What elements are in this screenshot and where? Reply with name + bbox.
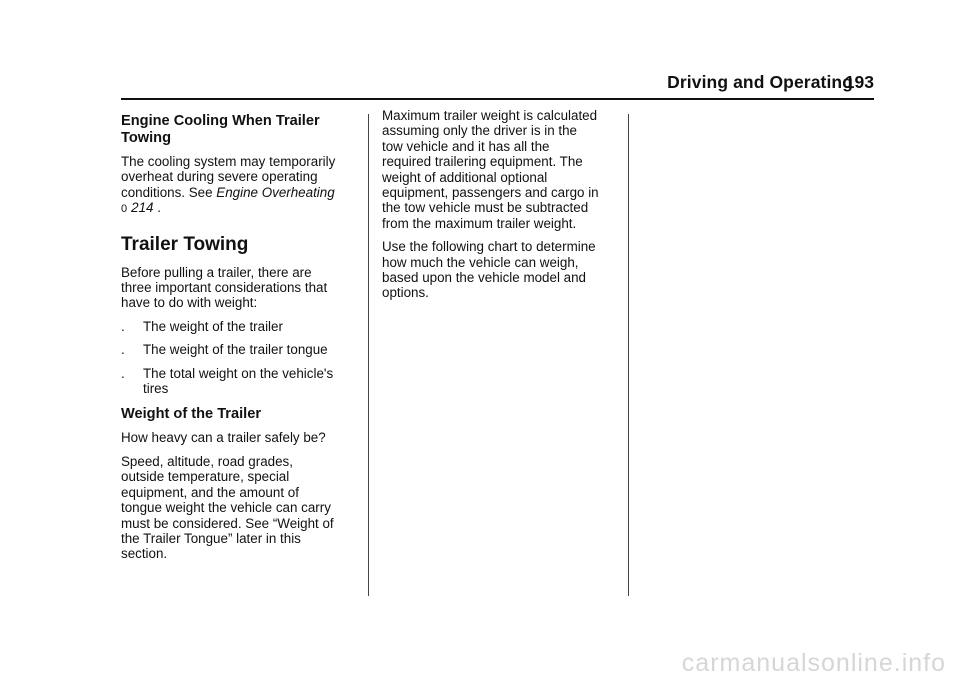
list-item-text: The weight of the trailer tongue (143, 342, 328, 358)
text-line: options. (382, 285, 429, 301)
text-line: tires (143, 381, 169, 397)
column-divider (368, 114, 369, 596)
text-line: Use the following chart to determine (382, 239, 596, 255)
page-reference[interactable] (121, 200, 361, 217)
watermark: carmanualsonline.info (681, 649, 946, 677)
max-weight-paragraph (382, 108, 622, 231)
section-title: Driving and Operating (667, 72, 853, 92)
cooling-paragraph (121, 154, 361, 218)
heading-line: Towing (121, 130, 171, 146)
text-segment: . (153, 200, 161, 216)
question-paragraph: How heavy can a trailer safely be? (121, 430, 326, 446)
text-line: Before pulling a trailer, there are (121, 264, 312, 280)
list-item (121, 342, 361, 357)
text-line: required trailering equipment. The (382, 154, 583, 170)
middle-column (382, 108, 622, 309)
text-line: must be considered. See “Weight of (121, 515, 334, 531)
text-segment: conditions. See (121, 184, 217, 200)
list-item-text: The weight of the trailer (143, 318, 283, 334)
speed-paragraph (121, 454, 361, 562)
text-line: three important considerations that (121, 280, 328, 296)
text-line: Maximum trailer weight is calculated (382, 108, 598, 123)
text-line: based upon the vehicle model and (382, 270, 586, 286)
text-line: have to do with weight: (121, 295, 258, 311)
page-reference-number: 214 (131, 200, 154, 216)
heading-line: Engine Cooling When Trailer (121, 113, 320, 129)
list-item-text (143, 366, 361, 397)
bullet-icon: . (121, 318, 125, 334)
text-line: The total weight on the vehicle's (143, 365, 334, 381)
text-line: equipment, passengers and cargo in (382, 185, 599, 201)
text-line: outside temperature, special (121, 469, 290, 485)
list-item (121, 319, 361, 334)
intro-paragraph (121, 265, 361, 311)
heading-weight-of-trailer: Weight of the Trailer (121, 406, 262, 423)
text-line: how much the vehicle can weigh, (382, 254, 579, 270)
list-item (121, 366, 361, 397)
text-line: assuming only the driver is in the (382, 123, 578, 139)
bullet-icon: . (121, 365, 125, 381)
text-line: section. (121, 546, 168, 562)
text-line: the Trailer Tongue” later in this (121, 530, 301, 546)
text-line: from the maximum trailer weight. (382, 215, 577, 231)
text-line: overheat during severe operating (121, 169, 318, 185)
column-divider (628, 114, 629, 596)
text-line: The cooling system may temporarily (121, 154, 336, 169)
heading-engine-cooling (121, 113, 361, 147)
text-line: the tow vehicle must be subtracted (382, 200, 589, 216)
left-column (121, 108, 361, 570)
text-line: tow vehicle and it has all the (382, 138, 550, 154)
text-line: Speed, altitude, road grades, (121, 453, 293, 469)
bullet-icon: . (121, 342, 125, 358)
page-reference-icon: 0 (121, 203, 128, 216)
text-line: equipment, and the amount of (121, 484, 299, 500)
heading-trailer-towing: Trailer Towing (121, 233, 249, 255)
text-line (121, 185, 361, 200)
chart-instruction-paragraph (382, 239, 622, 301)
text-line: tongue weight the vehicle can carry (121, 500, 331, 516)
engine-overheating-link[interactable]: Engine Overheating (216, 184, 335, 200)
text-line: weight of additional optional (382, 169, 548, 185)
header-rule (121, 98, 874, 100)
page-number: 193 (844, 72, 874, 92)
